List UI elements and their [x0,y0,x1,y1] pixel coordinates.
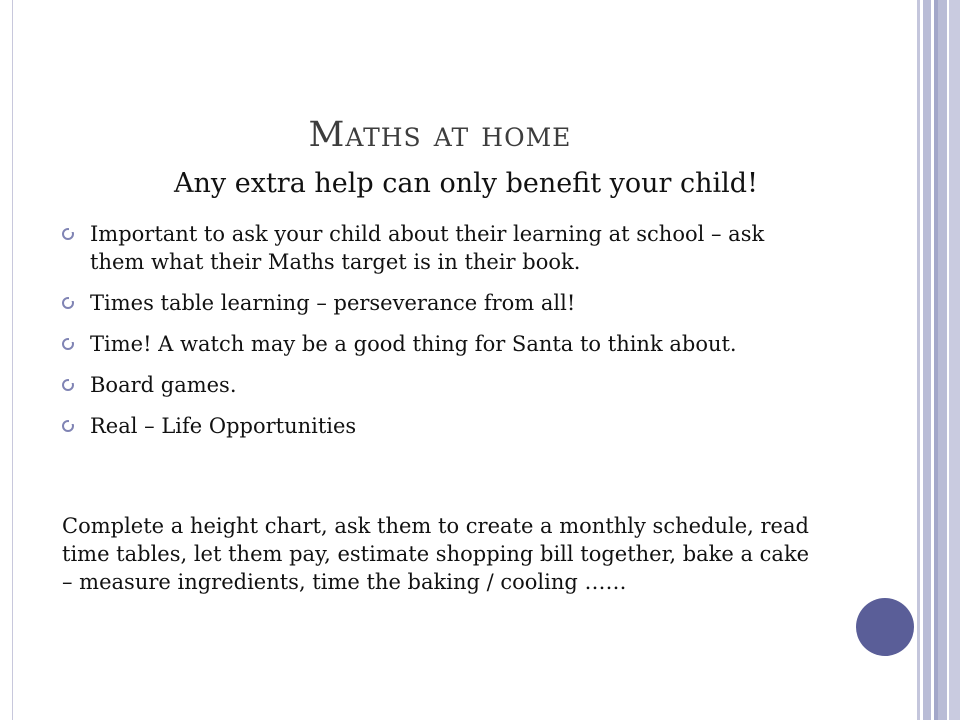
decorative-circle-icon [856,598,914,656]
activities-paragraph: Complete a height chart, ask them to create a monthly schedule, read time tables, let them pay, estimate shopping bill together, bake a cake – measure ingredients, time the baking / cooling …… [62,514,810,594]
list-item-text: Board games. [90,373,237,397]
right-frame-stripes [917,0,960,720]
ring-bullet-icon [62,338,74,350]
ring-bullet-icon [62,297,74,309]
list-item-text: Time! A watch may be a good thing for Santa to think about. [90,332,737,356]
ring-bullet-icon [62,379,74,391]
list-item [62,330,822,358]
list-item [62,371,822,399]
list-item [62,289,822,317]
ring-bullet-icon [62,420,74,432]
slide-title: Maths at home [308,115,572,156]
list-item-text: Real – Life Opportunities [90,414,357,438]
slide-subtitle: Any extra help can only benefit your child! [174,168,758,199]
left-frame-stripe [0,0,13,720]
list-item-text: Important to ask your child about their learning at school – ask them what their Maths target is in their book. [90,222,765,274]
ring-bullet-icon [62,228,74,240]
list-item [62,412,822,440]
list-item [62,220,822,276]
list-item-text: Times table learning – perseverance from all! [90,291,576,315]
bullet-list [62,220,822,453]
